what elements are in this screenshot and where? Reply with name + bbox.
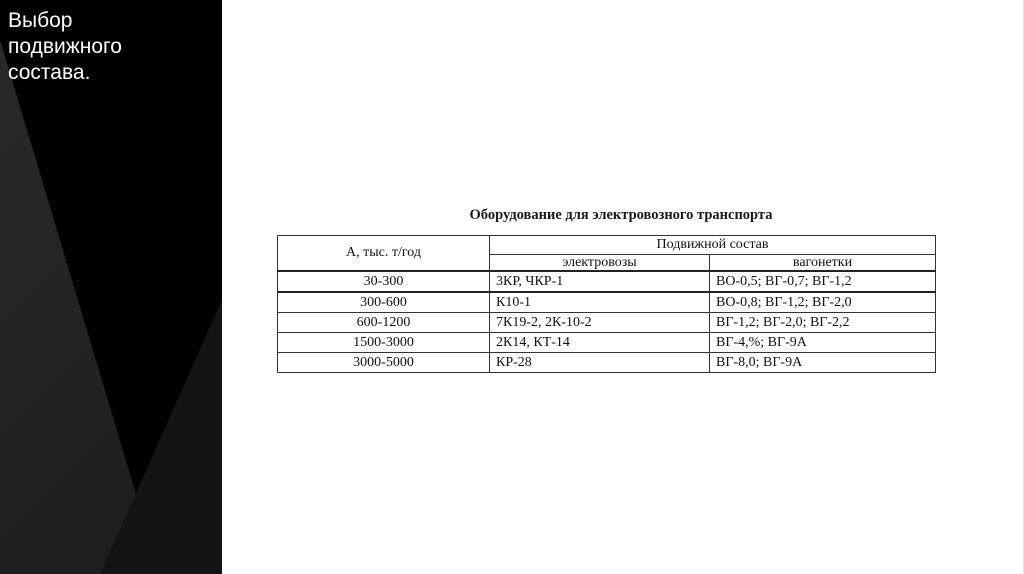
cell-wagons: ВГ-8,0; ВГ-9А <box>710 353 936 373</box>
cell-locomotives: К10-1 <box>490 292 710 313</box>
slide-title: Выбор подвижного состава. <box>8 9 122 84</box>
cell-wagons: ВГ-1,2; ВГ-2,0; ВГ-2,2 <box>710 313 936 333</box>
table-row <box>278 292 936 313</box>
cell-locomotives: 3КР, ЧКР-1 <box>490 271 710 292</box>
cell-wagons: ВГ-4,%; ВГ-9А <box>710 333 936 353</box>
table-caption: Оборудование для электровозного транспорта <box>469 207 773 223</box>
table-row <box>278 353 936 373</box>
header-capacity: А, тыс. т/год <box>278 236 490 272</box>
table-row <box>278 313 936 333</box>
table-row <box>278 271 936 292</box>
cell-range: 3000-5000 <box>278 353 490 373</box>
title-panel <box>0 0 222 574</box>
cell-range: 30-300 <box>278 271 490 292</box>
equipment-table <box>277 235 936 373</box>
header-rolling-stock: Подвижной состав <box>490 236 936 255</box>
cell-wagons: ВО-0,8; ВГ-1,2; ВГ-2,0 <box>710 292 936 313</box>
header-wagons: вагонетки <box>710 255 936 272</box>
cell-wagons: ВО-0,5; ВГ-0,7; ВГ-1,2 <box>710 271 936 292</box>
cell-range: 300-600 <box>278 292 490 313</box>
cell-range: 1500-3000 <box>278 333 490 353</box>
cell-range: 600-1200 <box>278 313 490 333</box>
table-figure <box>277 207 937 373</box>
table-row <box>278 333 936 353</box>
header-locomotives: электровозы <box>490 255 710 272</box>
cell-locomotives: 7К19-2, 2К-10-2 <box>490 313 710 333</box>
cell-locomotives: 2К14, КТ-14 <box>490 333 710 353</box>
cell-locomotives: КР-28 <box>490 353 710 373</box>
